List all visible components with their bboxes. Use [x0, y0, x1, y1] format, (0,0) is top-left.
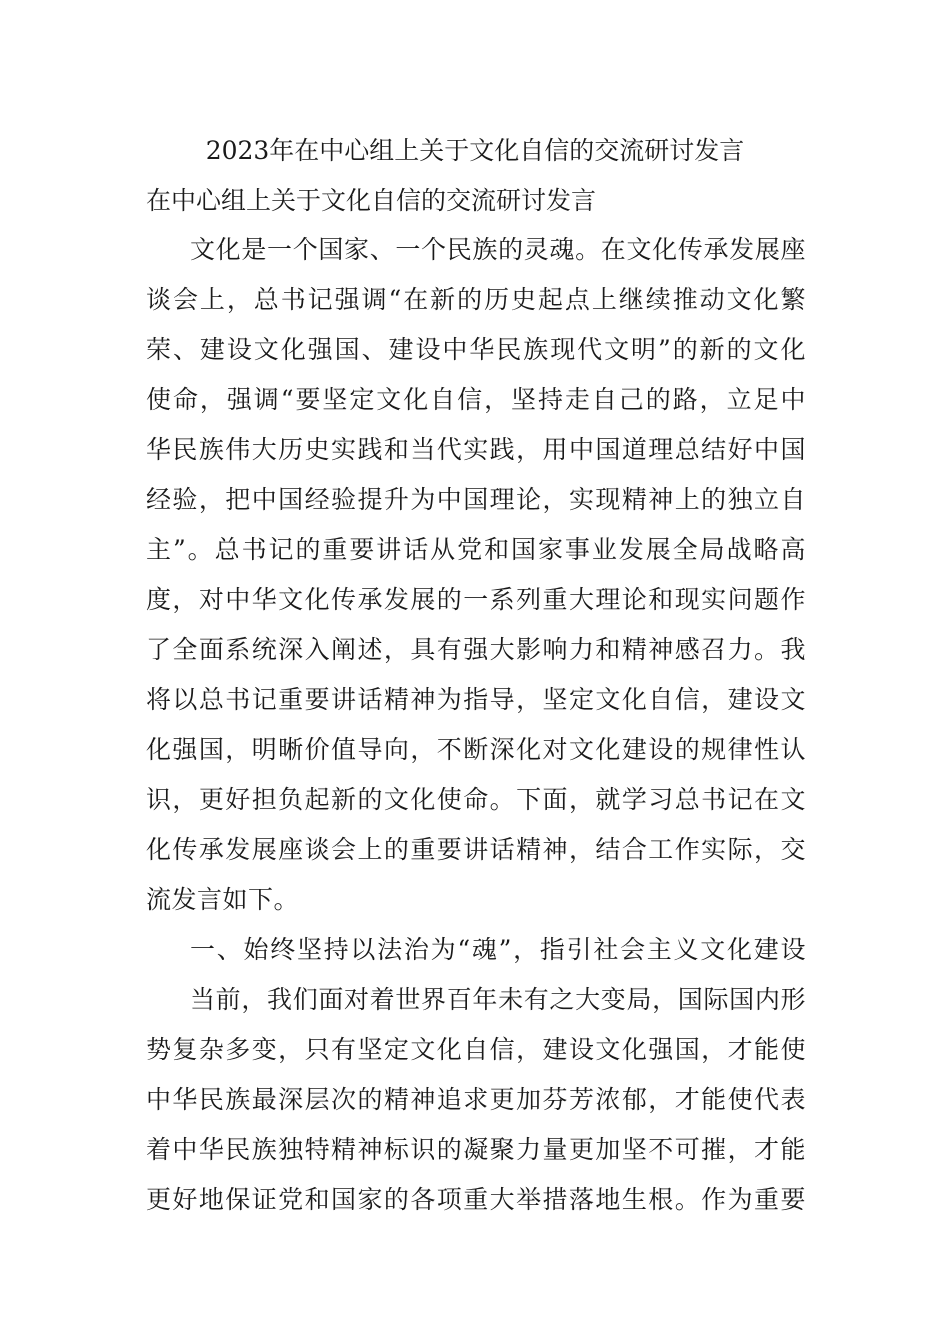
paragraph-line: 着中华民族独特精神标识的凝聚力量更加坚不可摧，才能	[146, 1135, 806, 1164]
paragraph-line: 当前，我们面对着世界百年未有之大变局，国际国内形	[190, 985, 806, 1014]
paragraph-line: 更好地保证党和国家的各项重大举措落地生根。作为重要	[146, 1185, 806, 1214]
paragraph-line: 势复杂多变，只有坚定文化自信，建设文化强国，才能使	[146, 1035, 806, 1064]
paragraph-line: 文化是一个国家、一个民族的灵魂。在文化传承发展座	[190, 235, 806, 264]
document-subtitle: 在中心组上关于文化自信的交流研讨发言	[146, 186, 597, 215]
paragraph-line: 了全面系统深入阐述，具有强大影响力和精神感召力。我	[146, 635, 806, 664]
paragraph-line: 主”。总书记的重要讲话从党和国家事业发展全局战略高	[146, 535, 806, 564]
paragraph-line: 化传承发展座谈会上的重要讲话精神，结合工作实际，交	[146, 835, 806, 864]
paragraph-line: 谈会上，总书记强调“在新的历史起点上继续推动文化繁	[146, 285, 806, 314]
section-heading: 一、始终坚持以法治为“魂”，指引社会主义文化建设	[190, 935, 806, 964]
paragraph-line: 使命，强调“要坚定文化自信，坚持走自己的路，立足中	[146, 385, 806, 414]
paragraph-line: 经验，把中国经验提升为中国理论，实现精神上的独立自	[146, 485, 806, 514]
paragraph-line: 识，更好担负起新的文化使命。下面，就学习总书记在文	[146, 785, 806, 814]
document-title: 2023年在中心组上关于文化自信的交流研讨发言	[205, 136, 745, 165]
paragraph-line: 度，对中华文化传承发展的一系列重大理论和现实问题作	[146, 585, 806, 614]
paragraph-line: 华民族伟大历史实践和当代实践，用中国道理总结好中国	[146, 435, 806, 464]
paragraph-line: 流发言如下。	[146, 885, 300, 914]
paragraph-line: 将以总书记重要讲话精神为指导，坚定文化自信，建设文	[146, 685, 806, 714]
paragraph-line: 中华民族最深层次的精神追求更加芬芳浓郁，才能使代表	[146, 1085, 806, 1114]
paragraph-line: 荣、建设文化强国、建设中华民族现代文明”的新的文化	[146, 335, 806, 364]
paragraph-line: 化强国，明晰价值导向，不断深化对文化建设的规律性认	[146, 735, 806, 764]
